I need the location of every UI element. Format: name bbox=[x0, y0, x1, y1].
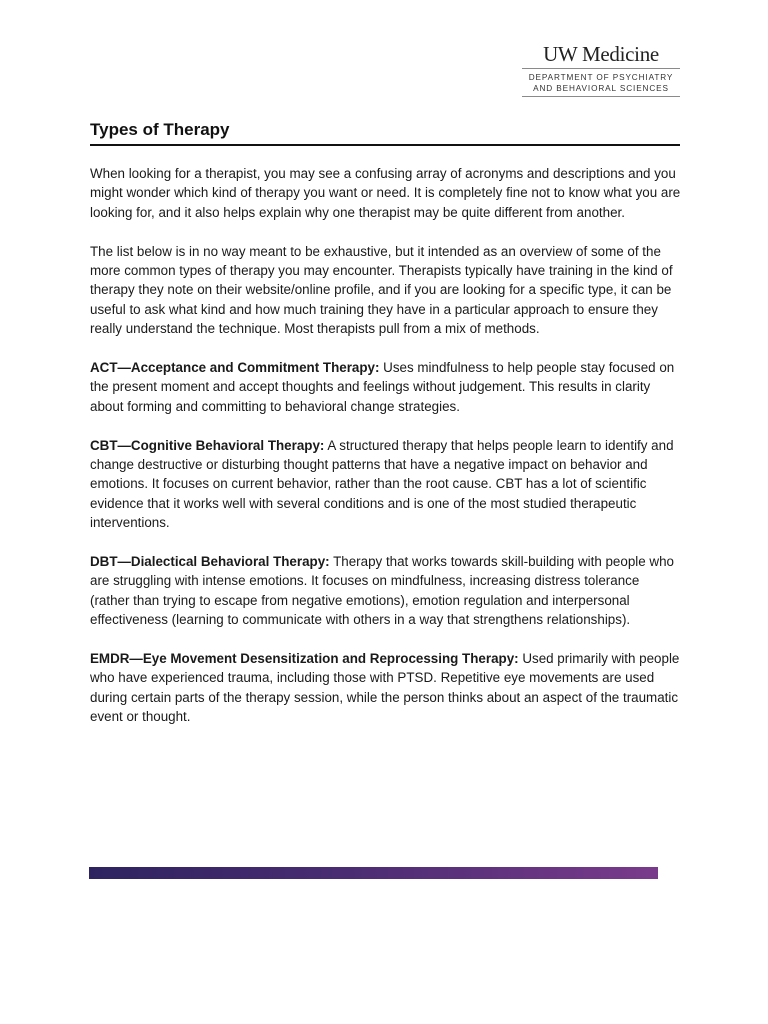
therapy-entry-emdr bbox=[90, 649, 682, 727]
logo-department-line-1: DEPARTMENT OF PSYCHIATRY bbox=[528, 73, 674, 82]
therapy-term: DBT—Dialectical Behavioral Therapy: bbox=[90, 554, 330, 570]
therapy-entry-act bbox=[90, 358, 682, 416]
therapy-description: A structured therapy that helps people learn to identify and change destructive or disturbing thought patterns that have a negative impact on behavior and emotions. It focuses on current behavior, rather than the root cause. CBT has a lot of scientific evidence that it works well with several conditions and is one of the most studied therapeutic interventions. bbox=[90, 437, 674, 531]
footer-gradient-bar bbox=[89, 867, 658, 879]
uw-medicine-logo bbox=[522, 42, 680, 97]
intro-paragraph: When looking for a therapist, you may see a confusing array of acronyms and descriptions and you might wonder which kind of therapy you want or need. It is completely fine not to know what you are looking for, and it also helps explain why one therapist may be quite different from another. bbox=[90, 166, 681, 220]
document-body bbox=[90, 164, 682, 746]
therapy-description: Therapy that works towards skill-building with people who are struggling with intense emotions. It focuses on mindfulness, increasing distress tolerance (rather than trying to escape from negative emotions), emotion regulation and interpersonal effectiveness (learning to communicate with others in a way that strengthens relationships). bbox=[90, 554, 674, 628]
therapy-description: Used primarily with people who have experienced trauma, including those with PTSD. Repetitive eye movements are used during certain parts of the therapy session, while the person thinks about an aspect of the traumatic event or thought. bbox=[90, 651, 680, 725]
logo-name: UW Medicine bbox=[543, 42, 659, 66]
therapy-entry-dbt bbox=[90, 552, 682, 630]
therapy-term: ACT—Acceptance and Commitment Therapy: bbox=[90, 360, 380, 376]
therapy-description: Uses mindfulness to help people stay focused on the present moment and accept thoughts and feelings without judgement. This results in clarity about forming and committing to behavioral change strategies. bbox=[90, 360, 675, 414]
logo-bottom-divider bbox=[522, 96, 680, 97]
intro-paragraph: The list below is in no way meant to be exhaustive, but it intended as an overview of some of the more common types of therapy you may encounter. Therapists typically have training in the kind of therapy they note on their website/online profile, and if you are looking for a specific type, it can be useful to ask what kind and how much training they have in a particular approach to ensure they really understand the technique. Most therapists pull from a mix of methods. bbox=[90, 243, 673, 337]
logo-divider bbox=[522, 68, 680, 69]
page-title: Types of Therapy bbox=[90, 118, 680, 146]
therapy-term: CBT—Cognitive Behavioral Therapy: bbox=[90, 437, 325, 453]
therapy-entry-cbt bbox=[90, 436, 682, 533]
therapy-term: EMDR—Eye Movement Desensitization and Reprocessing Therapy: bbox=[90, 651, 519, 667]
logo-department-line-2: AND BEHAVIORAL SCIENCES bbox=[533, 84, 669, 93]
